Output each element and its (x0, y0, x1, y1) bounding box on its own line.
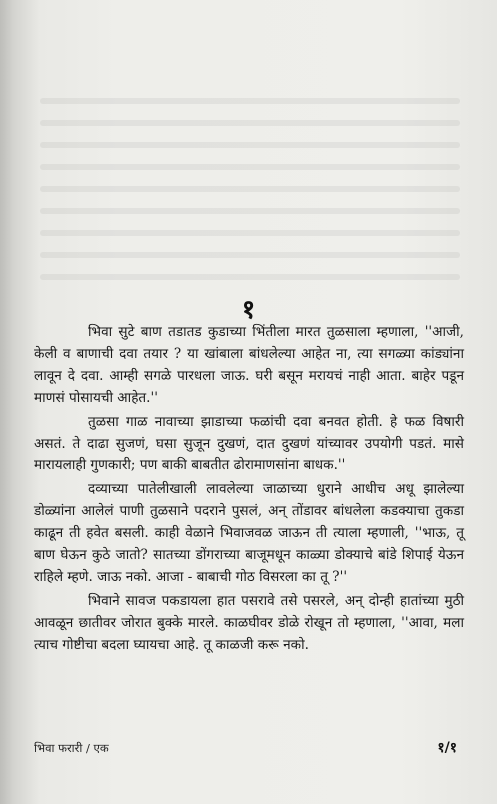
bleed-through-line (40, 120, 460, 126)
chapter-number: १ (241, 295, 256, 325)
paragraph-2: तुळसा गाळ नावाच्या झाडाच्या फळांची दवा बनवत होती. हे फळ विषारी असतं. ते दाढा सुजणं, घसा सुजून दुखणं, दात दुखणं यांच्यावर उपयोगी पडतं. मासे मारायलाही गुणकारी; पण बाकी बाबतीत ढोरामाणसांना बाधक.'' (34, 413, 464, 474)
paragraph-4: भिवाने सावज पकडायला हात पसरावे तसे पसरले, अन् दोन्ही हातांच्या मुठी आवळून छातीवर जोरात बुक्के मारले. काळघीवर डोळे रोखून तो म्हणाला, ''आवा, मला त्याच गोष्टीचा बदला घ्यायचा आहे. तू काळजी करू नको. (34, 592, 464, 653)
running-footer-title: भिवा फरारी / एक (34, 741, 109, 755)
page-number: १/१ (437, 740, 457, 756)
bleed-through-line (40, 208, 460, 214)
paragraph-1: भिवा सुटे बाण तडातड कुडाच्या भिंतीला मारत तुळसाला म्हणाला, ''आजी, केली व बाणाची दवा तयार ? या खांबाला बांधलेल्या आहेत ना, त्या सगळ्या कांड्यांना लावून दे दवा. आम्ही सगळे पारधला जाऊ. घरी बसून मरायचं नाही आता. बाहेर पडून माणसं पोसायची आहेत.'' (34, 324, 464, 406)
bleed-through-line (40, 164, 460, 170)
bleed-through-line (40, 142, 460, 148)
bleed-through-line (40, 98, 460, 104)
bleed-through-line (40, 186, 460, 192)
bleed-through-line (40, 230, 460, 236)
bleed-through-line (40, 252, 460, 258)
chapter-body (34, 322, 464, 659)
paragraph-3: दव्याच्या पातेलीखाली लावलेल्या जाळाच्या धुराने आधीच अधू झालेल्या डोळ्यांना आलेलं पाणी तुळसाने पदराने पुसलं, अन् तोंडावर बांधलेला कडक्याचा तुकडा काढून ती हवेत बसली. काही वेळाने भिवाजवळ जाऊन ती त्याला म्हणाली, ''भाऊ, तू बाण घेऊन कुठे जातो? सातच्या डोंगराच्या बाजूमधून काळ्या डोक्याचे बांडे शिपाई येऊन राहिले म्हणे. जाऊ नको. आजा - बाबाची गोठ विसरला का तू ?'' (34, 481, 464, 585)
bleed-through-line (40, 274, 460, 280)
